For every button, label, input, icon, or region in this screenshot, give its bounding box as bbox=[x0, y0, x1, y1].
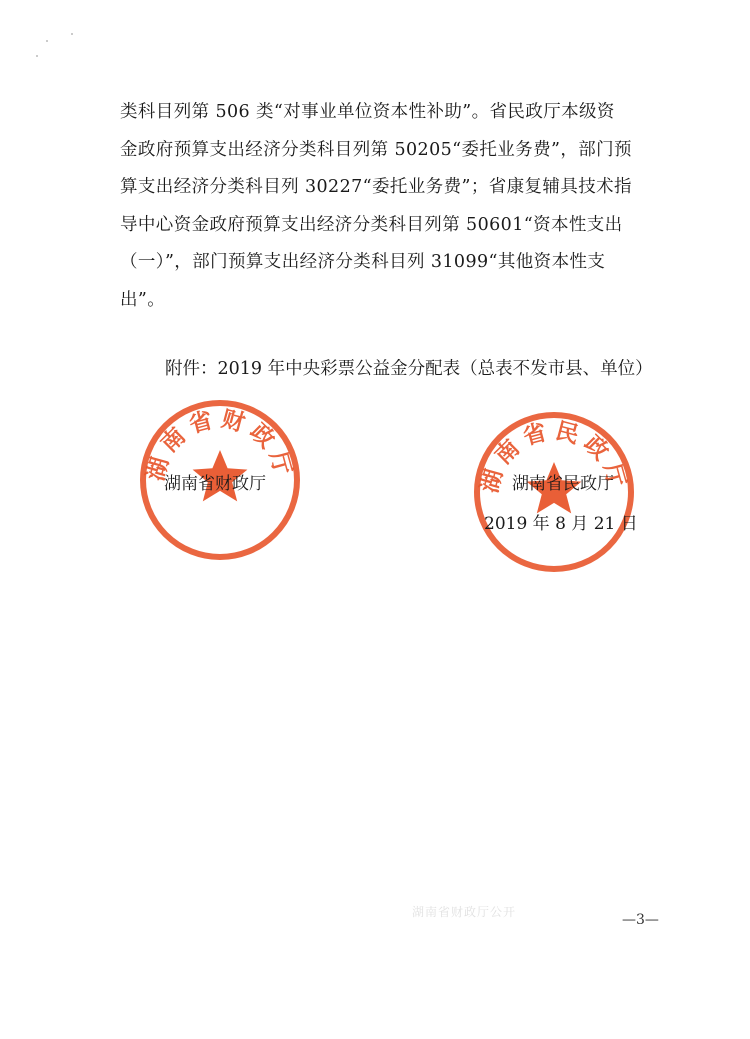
attachment-note: 附件：2019 年中央彩票公益金分配表（总表不发市县、单位） bbox=[165, 359, 653, 379]
scan-speck bbox=[36, 55, 38, 57]
body-line: 类科目列第 506 类“对事业单位资本性补助”。省民政厅本级资 bbox=[120, 102, 615, 122]
issue-date: 2019 年 8 月 21 日 bbox=[484, 514, 638, 534]
body-line: 导中心资金政府预算支出经济分类科目列第 50601“资本性支出 bbox=[120, 214, 623, 235]
body-line: （一）”，部门预算支出经济分类科目列 31099“其他资本性支 bbox=[120, 252, 606, 272]
scan-speck bbox=[71, 33, 73, 35]
seal-ring-text: 湖南省财政厅 bbox=[142, 405, 298, 484]
scan-speck bbox=[46, 40, 48, 42]
seal-ring-text: 湖南省民政厅 bbox=[476, 417, 632, 496]
body-line: 金政府预算支出经济分类科目列第 50205“委托业务费”，部门预 bbox=[120, 139, 632, 160]
page-number: —3— bbox=[622, 912, 659, 928]
body-paragraph bbox=[120, 94, 680, 319]
footer-watermark: 湖南省财政厅公开 bbox=[412, 905, 517, 919]
signatory-civil-affairs: 湖南省民政厅 bbox=[512, 474, 614, 494]
body-line: 算支出经济分类科目列 30227“委托业务费”；省康复辅具技术指 bbox=[120, 177, 632, 197]
body-line: 出”。 bbox=[120, 289, 166, 310]
signatory-finance: 湖南省财政厅 bbox=[164, 474, 266, 494]
